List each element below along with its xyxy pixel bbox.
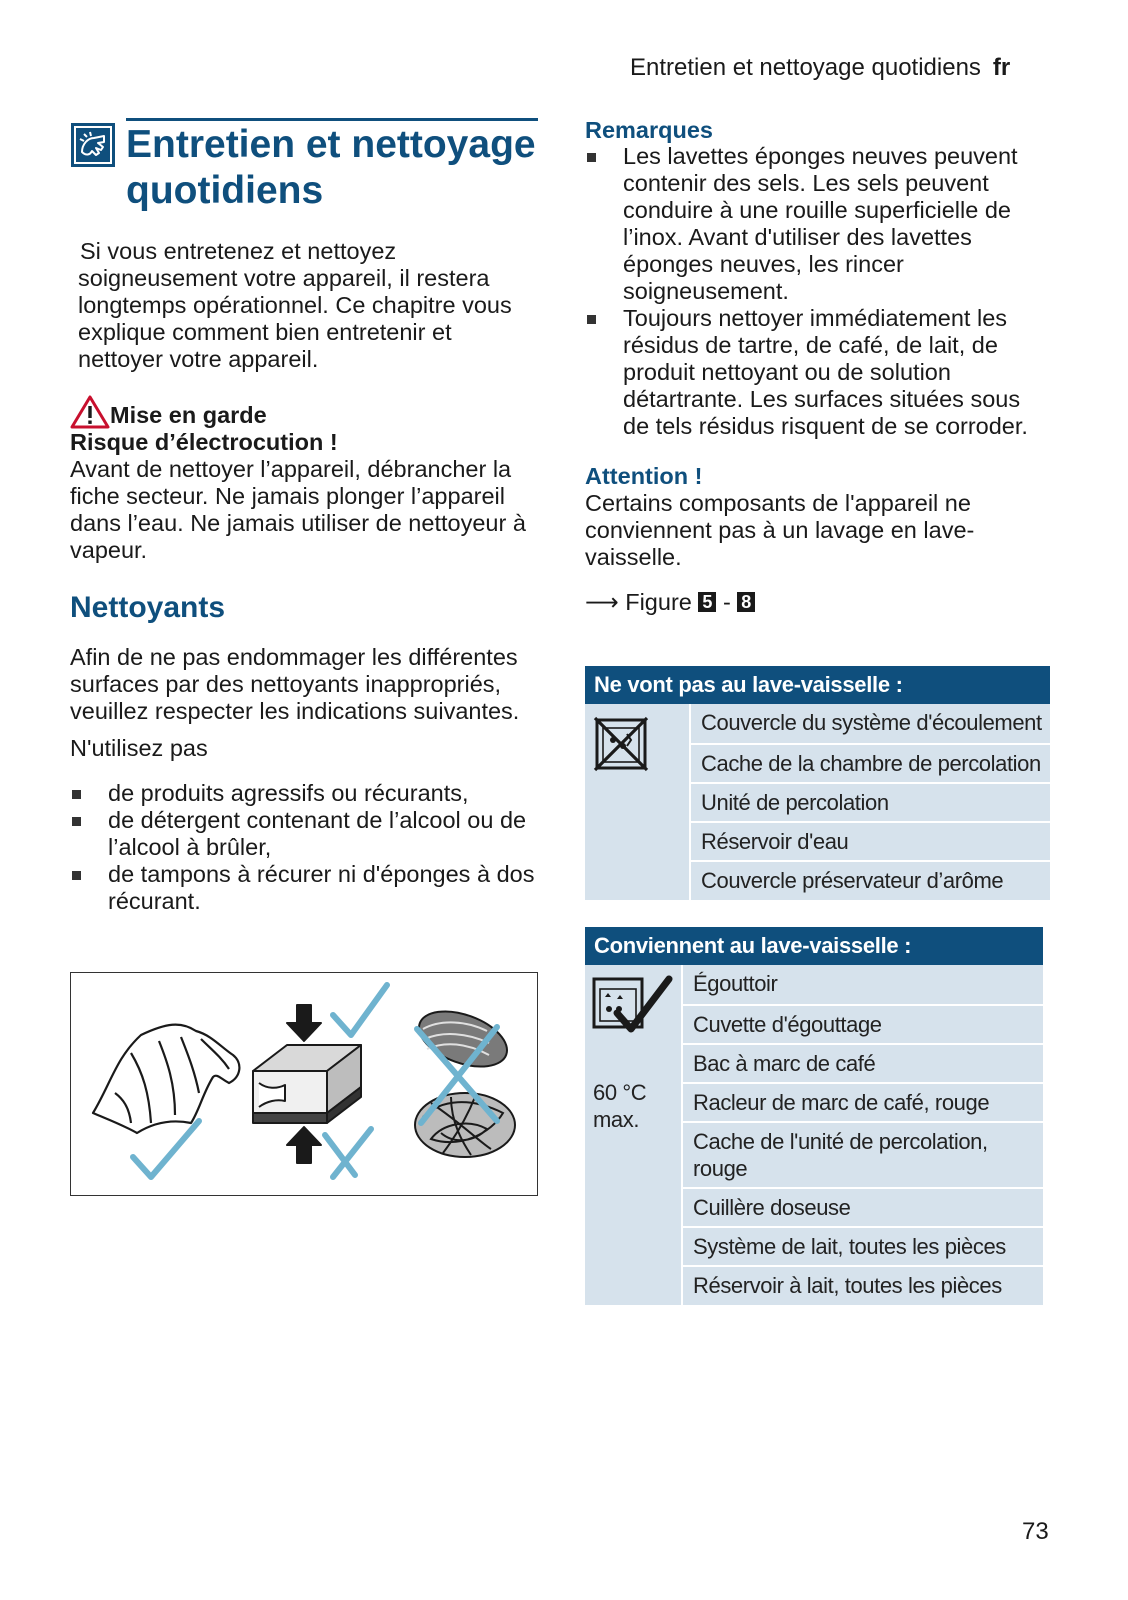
warning-text: Avant de nettoyer l’appareil, débrancher la fiche secteur. Ne jamais plonger l’appareil dans l’eau. Ne jamais utiliser de nettoyeur à vapeur. — [70, 456, 526, 563]
table-row: Racleur de marc de café, rouge — [683, 1082, 1043, 1121]
figure-reference — [585, 589, 1050, 616]
attention-heading: Attention ! — [585, 463, 703, 489]
table-rows — [683, 965, 1043, 1304]
page-number: 73 — [1022, 1518, 1049, 1545]
remarks-heading: Remarques — [585, 117, 713, 143]
table-row: Unité de percolation — [691, 782, 1050, 821]
attention-text: Certains composants de l'appareil ne conviennent pas à un lavage en lave-vaisselle. — [585, 490, 975, 570]
chapter-title: Entretien et nettoyage quotidiens — [126, 123, 536, 212]
remarks-list — [585, 143, 1050, 440]
table-row: Réservoir à lait, toutes les pièces — [683, 1265, 1043, 1304]
table-row: Cache de l'unité de percolation, rouge — [683, 1121, 1043, 1187]
dishwasher-safe-table — [585, 927, 1043, 1305]
cleaners-heading: Nettoyants — [70, 591, 226, 624]
chapter-title-block — [70, 118, 538, 228]
running-header — [630, 54, 1010, 82]
arrow-icon: ⟶ — [585, 589, 619, 615]
table-row: Réservoir d'eau — [691, 821, 1050, 860]
table-rows — [691, 704, 1050, 899]
list-item: Les lavettes éponges neuves peuvent contenir des sels. Les sels peuvent conduire à une rouille superficielle de l’inox. Avant d'utiliser des lavettes éponges neuves, les rincer soigneusement. — [585, 143, 1050, 305]
warning-triangle-icon — [70, 395, 110, 429]
figure-badge-start: 5 — [698, 592, 716, 612]
cleaning-hand-icon — [70, 122, 116, 168]
right-column — [585, 116, 1050, 616]
intro-paragraph — [70, 238, 538, 373]
dishwasher-safe-icon — [591, 973, 673, 1037]
table-row: Couvercle préservateur d’arôme — [691, 860, 1050, 899]
list-item: de produits agressifs ou récurants, — [70, 780, 538, 807]
intro-text: Si vous entretenez et nettoyez soigneusement votre appareil, il restera longtemps opérationnel. Ce chapitre vous explique comment bien entretenir et nettoyer votre appareil. — [78, 238, 512, 372]
max-temperature — [593, 1079, 646, 1133]
left-column — [70, 118, 538, 915]
table-row: Bac à marc de café — [683, 1043, 1043, 1082]
table-row: Cuillère doseuse — [683, 1187, 1043, 1226]
steel-wool-icon — [415, 1093, 515, 1157]
temperature-max-label: max. — [593, 1107, 640, 1132]
table-row: Couvercle du système d'écoulement — [691, 704, 1050, 743]
table-header: Conviennent au lave-vaisselle : — [585, 927, 1043, 965]
warning-title: Risque d’électrocution ! — [70, 429, 338, 455]
warning-block — [70, 395, 538, 564]
table-header: Ne vont pas au lave-vaisselle : — [585, 666, 1050, 704]
language-code: fr — [992, 54, 1011, 81]
cross-icon — [325, 1129, 371, 1177]
list-item: Toujours nettoyer immédiatement les résidus de tartre, de café, de lait, de produit nettoyant ou de solution détartrante. Les surfaces situées sous de tels résidus risquent de se corroder. — [585, 305, 1050, 440]
running-header-title: Entretien et nettoyage quotidiens — [630, 54, 981, 81]
cleaners-text: Afin de ne pas endommager les différentes surfaces par des nettoyants inappropriés, veuillez respecter les indications suivantes. — [70, 644, 520, 724]
cleaning-tools-figure — [70, 972, 538, 1196]
not-dishwasher-safe-table — [585, 666, 1050, 900]
checkmark-icon — [333, 985, 387, 1035]
table-row: Cache de la chambre de percolation — [691, 743, 1050, 782]
figure-badge-end: 8 — [737, 592, 755, 612]
not-use-text: N'utilisez pas — [70, 735, 208, 761]
table-row: Cuvette d'égouttage — [683, 1004, 1043, 1043]
figure-dash: - — [722, 589, 731, 615]
title-rule — [126, 118, 538, 121]
warning-label: Mise en garde — [110, 402, 267, 428]
cleaning-tools-illustration — [71, 973, 537, 1195]
no-dishwasher-icon — [593, 716, 649, 772]
list-item: de tampons à récurer ni d'éponges à dos récurant. — [70, 861, 538, 915]
cleaners-list — [70, 780, 538, 915]
cloth-icon — [93, 1025, 239, 1133]
figure-label: Figure — [625, 589, 692, 615]
table-row: Égouttoir — [683, 965, 1043, 1004]
warning-label-row — [70, 395, 538, 429]
table-row: Système de lait, toutes les pièces — [683, 1226, 1043, 1265]
temperature-value: 60 °C — [593, 1080, 647, 1105]
list-item: de détergent contenant de l’alcool ou de l’alcool à brûler, — [70, 807, 538, 861]
